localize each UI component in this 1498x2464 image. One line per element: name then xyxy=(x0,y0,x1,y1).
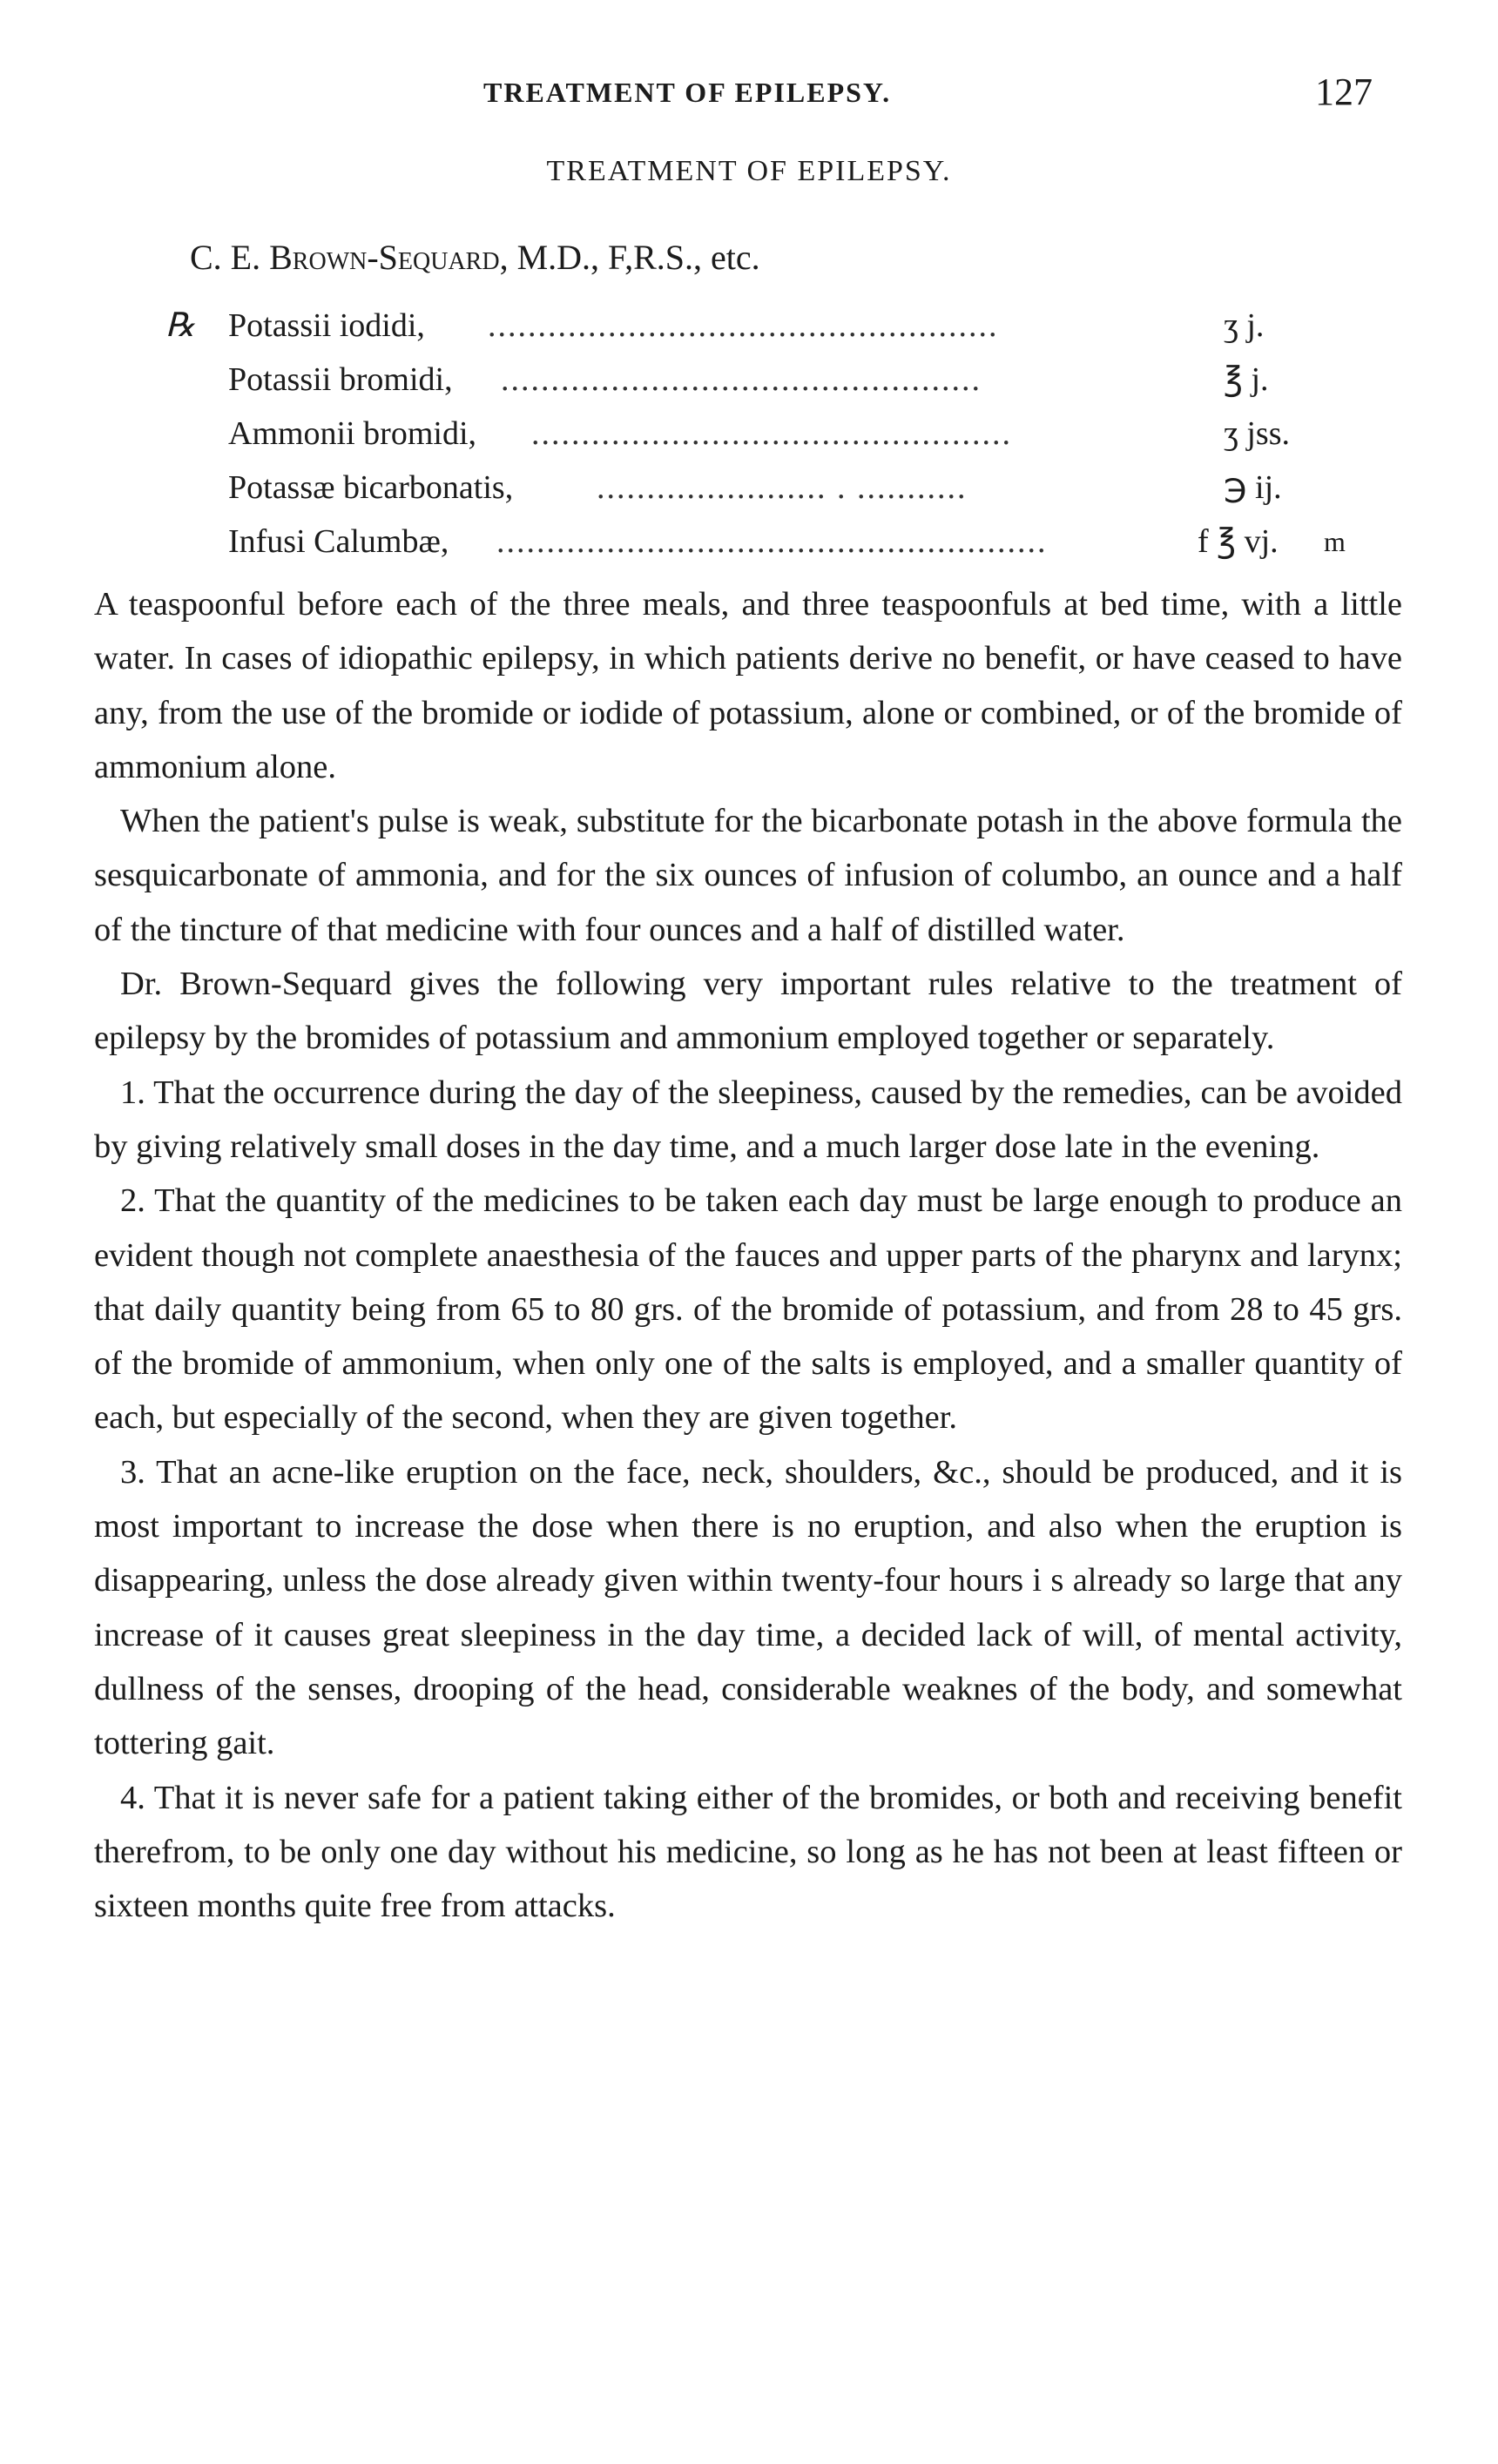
ingredient-quantity: ℈ ij. xyxy=(1224,469,1282,506)
section-title: TREATMENT OF EPILEPSY. xyxy=(546,155,952,187)
dot-leader: ....................................................... xyxy=(496,523,1048,560)
ingredient-name: Ammonii bromidi, xyxy=(228,415,476,452)
ingredient-extra-mark: m xyxy=(1324,526,1346,557)
running-title: TREATMENT OF EPILEPSY. xyxy=(483,77,892,108)
paragraph: 3. That an acne-like eruption on the face, neck, shoulders, &c., should be produced, and it is most important to increase the dose when there is no eruption, and also when the eruption is disappearing, unless the dose already given within twenty-four hours i s already so large that any increase of it causes great sleepiness in the day time, a decided lack of will, of mental activity, dullness of the senses, drooping of the head, considerable weaknes of the body, and somewhat tottering gait. xyxy=(94,1453,1402,1762)
author-initials: C. E. xyxy=(190,238,261,277)
prescription-item xyxy=(165,515,1402,569)
ingredient-name: Potassæ bicarbonatis, xyxy=(228,469,514,506)
prescription-item xyxy=(165,299,1402,353)
dot-leader: ................................................ xyxy=(501,361,982,398)
ingredient-quantity: ʒ jss. xyxy=(1224,415,1290,452)
author-credentials: M.D., F,R.S., etc. xyxy=(516,238,760,277)
dot-leader: ................................................ xyxy=(531,415,1012,452)
author-name: Brown-Sequard, xyxy=(269,238,509,277)
dot-leader: ................................................... xyxy=(488,307,999,344)
prescription-item xyxy=(165,353,1402,407)
prescription-item xyxy=(165,407,1402,461)
recipe-symbol: ℞ xyxy=(165,307,196,344)
ingredient-quantity: ʒ j. xyxy=(1224,307,1265,344)
paragraph: 1. That the occurrence during the day of the sleepiness, caused by the remedies, can be avoided by giving relatively small doses in the day time, and a much larger dose late in the evening. xyxy=(94,1074,1402,1165)
paragraph: When the patient's pulse is weak, substitute for the bicarbonate potash in the above formula the sesquicarbonate of ammonia, and for the six ounces of infusion of columbo, an ounce and a half of the tincture of that medicine with four ounces and a half of distilled water. xyxy=(94,803,1402,948)
ingredient-quantity: f ℥ vj. xyxy=(1198,523,1279,560)
running-head xyxy=(0,70,1498,122)
ingredient-name: Infusi Calumbæ, xyxy=(228,523,449,560)
prescription xyxy=(165,299,1402,569)
paragraph: Dr. Brown-Sequard gives the following very important rules relative to the treatment of epilepsy by the bromides of potassium and ammonium employed together or separately. xyxy=(94,966,1402,1057)
paragraph: A teaspoonful before each of the three meals, and three teaspoonfuls at bed time, with a little water. In cases of idiopathic epilepsy, in which patients derive no benefit, or have ceased to have any, from the use of the bromide or iodide of potassium, alone or combined, or of the bromide of ammonium alone. xyxy=(94,586,1402,785)
ingredient-quantity: ℥ j. xyxy=(1224,361,1269,398)
paragraph: 4. That it is never safe for a patient taking either of the bromides, or both and receiving benefit therefrom, to be only one day without his medicine, so long as he has not been at least fifteen or sixteen months quite free from attacks. xyxy=(94,1779,1402,1925)
prescription-item xyxy=(165,461,1402,515)
dot-leader: ....................... . ........... xyxy=(597,469,968,506)
page-number: 127 xyxy=(1315,71,1373,113)
ingredient-name: Potassii iodidi, xyxy=(228,307,425,344)
ingredient-name: Potassii bromidi, xyxy=(228,361,453,398)
author-line xyxy=(190,237,760,278)
paragraph: 2. That the quantity of the medicines to be taken each day must be large enough to produce an evident though not complete anaesthesia of the fauces and upper parts of the pharynx and larynx; that daily quantity being from 65 to 80 grs. of the bromide of potassium, and from 28 to 45 grs. of the bromide of ammonium, when only one of the salts is employed, and a smaller quantity of each, but especially of the second, when they are given together. xyxy=(94,1182,1402,1437)
body-text xyxy=(94,577,1402,1933)
